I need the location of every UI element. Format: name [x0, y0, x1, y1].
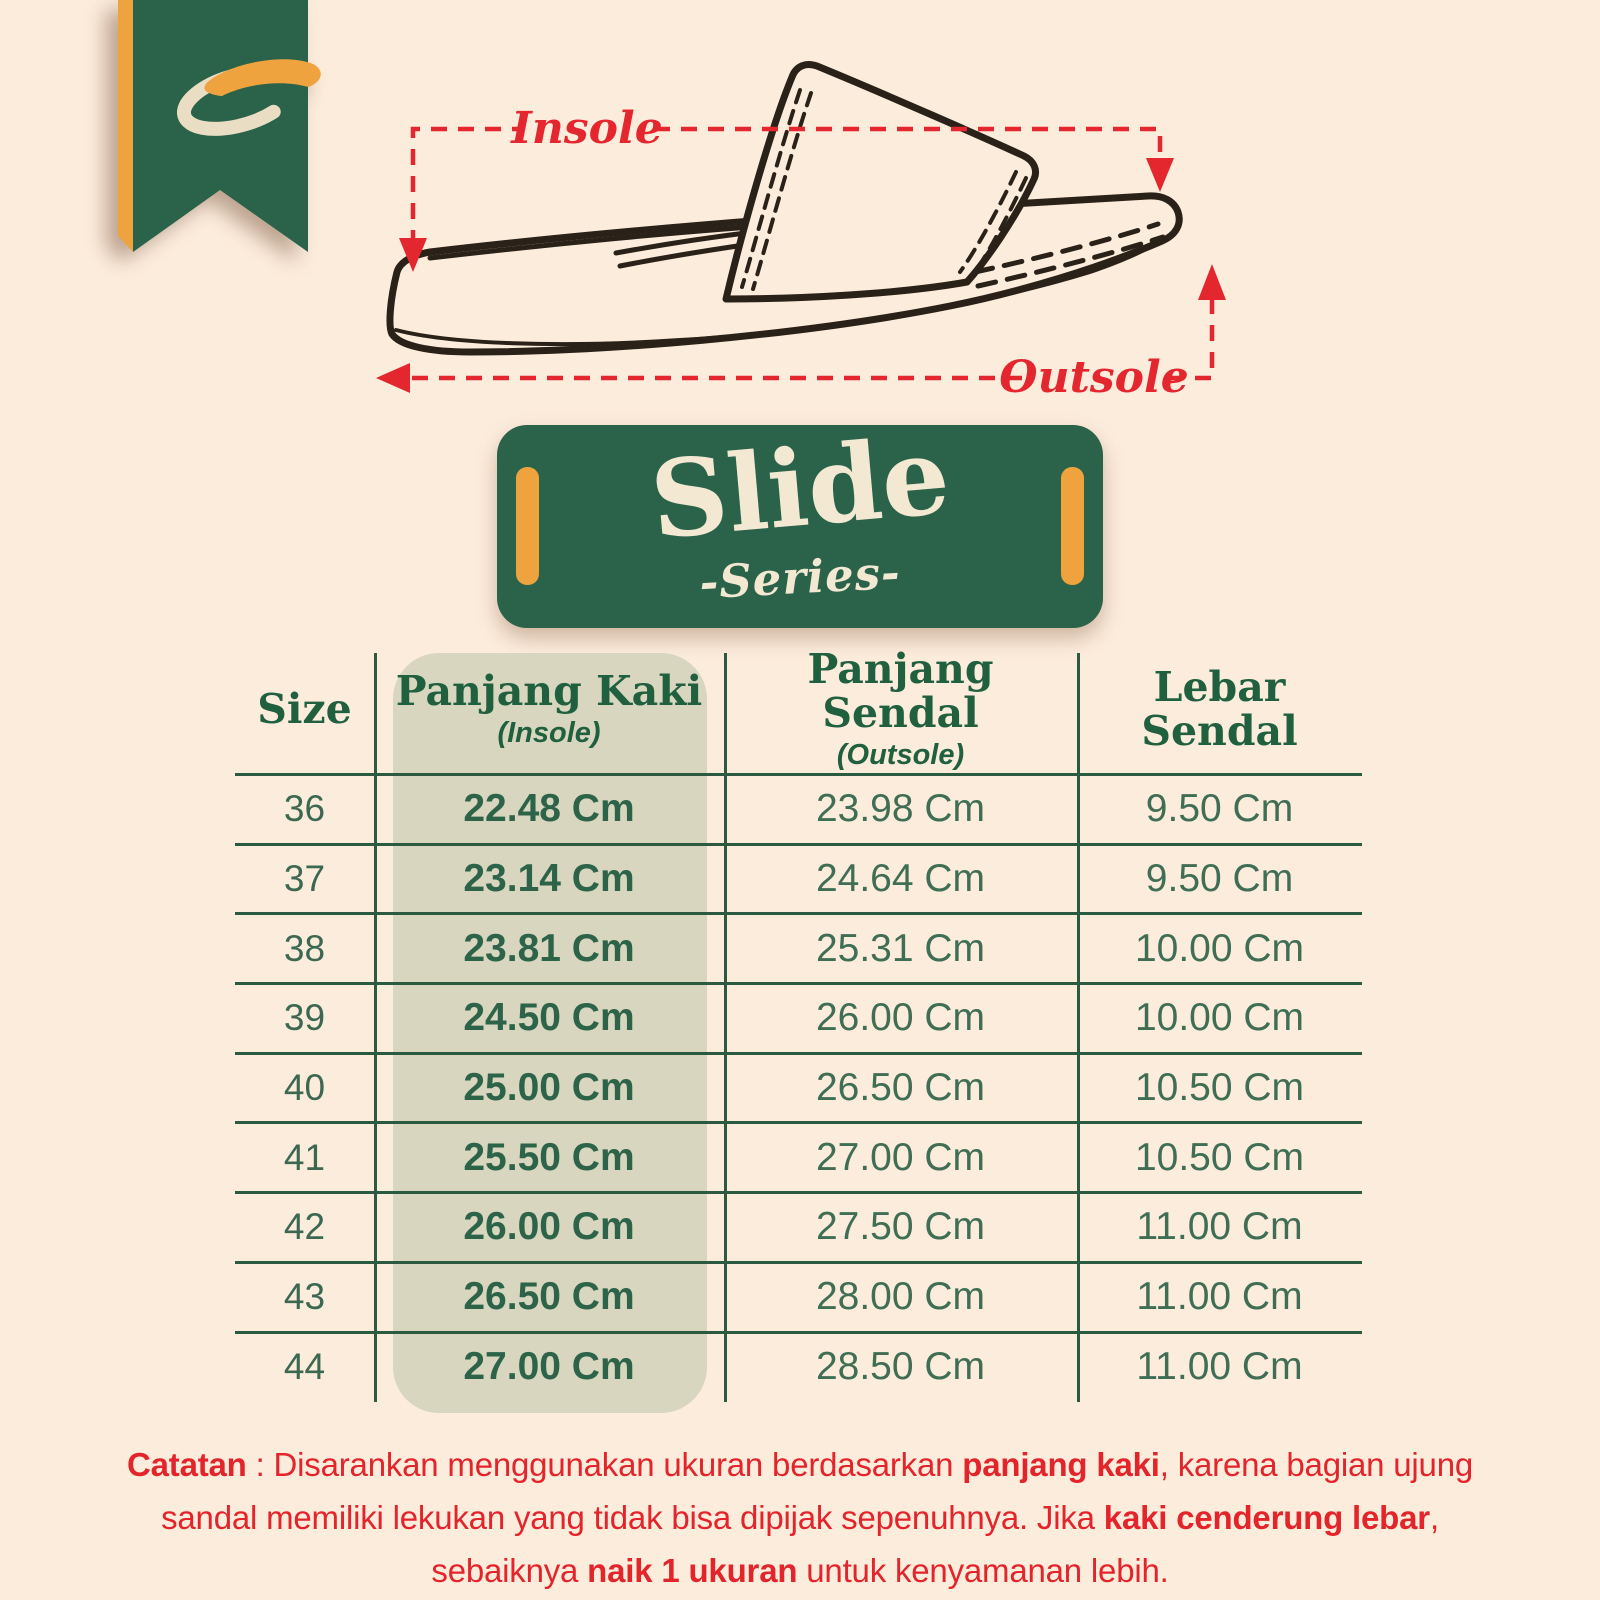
table-row: 40 25.00 Cm 26.50 Cm 10.50 Cm	[235, 1052, 1362, 1122]
sandal-diagram	[360, 45, 1260, 415]
table-row: 38 23.81 Cm 25.31 Cm 10.00 Cm	[235, 912, 1362, 982]
outsole-label: Outsole	[999, 352, 1189, 403]
series-subtitle: -Series-	[698, 545, 902, 610]
header-panjang-kaki: Panjang Kaki (Insole)	[395, 666, 703, 749]
header-panjang-sendal: Panjang Sendal (Outsole)	[807, 644, 994, 771]
table-row: 39 24.50 Cm 26.00 Cm 10.00 Cm	[235, 982, 1362, 1052]
series-tag	[497, 412, 1103, 628]
sandal-outline	[390, 64, 1179, 352]
footnote	[0, 1438, 1600, 1597]
column-divider	[1077, 653, 1080, 1402]
size-table	[235, 645, 1362, 1405]
table-header-row	[235, 645, 1362, 773]
insole-label: Insole	[511, 103, 663, 154]
series-title: Slide	[645, 412, 955, 563]
footnote-line-1: Catatan : Disarankan menggunakan ukuran berdasarkan panjang kaki, karena bagian ujung	[127, 1446, 1473, 1483]
table-row: 36 22.48 Cm 23.98 Cm 9.50 Cm	[235, 773, 1362, 843]
table-row: 37 23.14 Cm 24.64 Cm 9.50 Cm	[235, 843, 1362, 913]
flag-orange-stripe	[118, 0, 133, 252]
footnote-line-2: sandal memiliki lekukan yang tidak bisa dipijak sepenuhnya. Jika kaki cenderung lebar,	[161, 1499, 1439, 1536]
brand-flag	[60, 0, 380, 300]
header-size: Size	[257, 685, 352, 733]
header-lebar-sendal: Lebar Sendal	[1141, 663, 1298, 755]
column-divider	[374, 653, 377, 1402]
table-row: 42 26.00 Cm 27.50 Cm 11.00 Cm	[235, 1191, 1362, 1261]
table-row: 44 27.00 Cm 28.50 Cm 11.00 Cm	[235, 1331, 1362, 1401]
footnote-line-3: sebaiknya naik 1 ukuran untuk kenyamanan lebih.	[431, 1552, 1169, 1589]
table-row: 43 26.50 Cm 28.00 Cm 11.00 Cm	[235, 1261, 1362, 1331]
column-divider	[724, 653, 727, 1402]
table-row: 41 25.50 Cm 27.00 Cm 10.50 Cm	[235, 1121, 1362, 1191]
